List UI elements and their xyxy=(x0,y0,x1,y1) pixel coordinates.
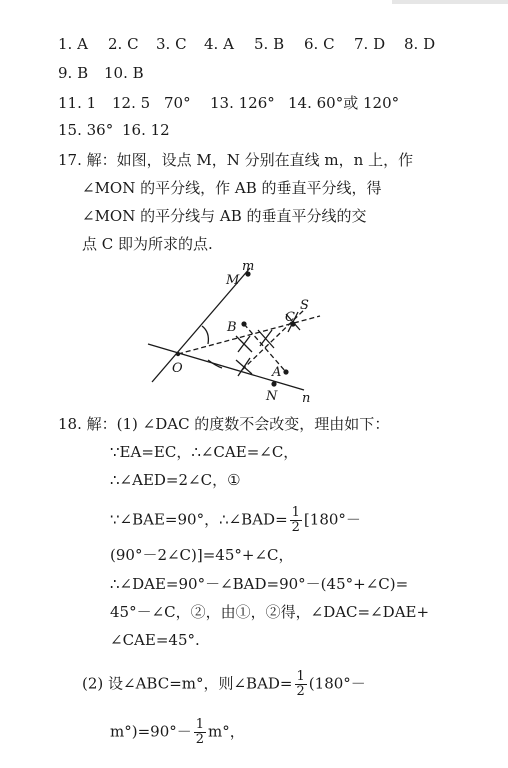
fraction-half xyxy=(290,506,302,535)
q18-line-1: 18. 解：(1) ∠DAC 的度数不会改变，理由如下： xyxy=(58,415,390,433)
answer-item: 11. 1 xyxy=(58,94,97,112)
q18-line-4-pre: ∵∠BAE=90°，∴∠BAD= xyxy=(110,510,288,529)
top-scroll-edge xyxy=(392,0,508,4)
label-m-line: m xyxy=(242,259,255,274)
q18-line-4 xyxy=(110,506,361,535)
answer-item: 10. B xyxy=(104,64,144,82)
q18-line-2: ∵EA=EC，∴∠CAE=∠C， xyxy=(110,443,299,461)
answers-row-1 xyxy=(58,34,478,54)
answers-row-2 xyxy=(58,63,258,83)
answer-item: 6. C xyxy=(304,35,335,53)
q18-line-6: ∴∠DAE=90°－∠BAD=90°－(45°+∠C)= xyxy=(110,575,409,593)
answer-item: 14. 60°或 120° xyxy=(288,94,400,112)
point-b xyxy=(241,321,246,326)
q18-line-9-pre: (2) 设∠ABC=m°，则∠BAD= xyxy=(82,674,293,693)
answer-item: 5. B xyxy=(254,35,285,53)
fraction-numerator: 1 xyxy=(291,505,300,520)
point-a xyxy=(283,369,288,374)
q18-line-8: ∠CAE=45°. xyxy=(110,631,200,649)
label-c: C xyxy=(285,310,295,325)
q17-line-4: 点 C 即为所求的点. xyxy=(82,235,213,253)
q18-line-5: (90°－2∠C)]=45°+∠C， xyxy=(110,546,294,564)
q18-line-10-post: m°， xyxy=(208,722,245,741)
fraction-numerator: 1 xyxy=(296,669,305,684)
answer-item: 7. D xyxy=(354,35,386,53)
q18-line-9-post: (180°－ xyxy=(308,674,366,693)
answer-item: 12. 5 xyxy=(112,94,151,112)
answer-item: 8. D xyxy=(404,35,436,53)
answers-row-4 xyxy=(58,120,258,140)
q18-line-4-post: [180°－ xyxy=(303,510,361,529)
fraction-half xyxy=(194,718,206,747)
q18-line-7: 45°－∠C，②，由①，②得，∠DAC=∠DAE+ xyxy=(110,603,430,621)
label-a: A xyxy=(272,365,282,380)
answer-item: 2. C xyxy=(108,35,139,53)
answer-item: 4. A xyxy=(204,35,234,53)
angle-arc-lower xyxy=(208,360,222,368)
answer-item: 15. 36° xyxy=(58,121,114,139)
q18-line-3: ∴∠AED=2∠C，① xyxy=(110,471,241,489)
point-o xyxy=(176,352,180,356)
answer-item: 9. B xyxy=(58,64,89,82)
label-s: S xyxy=(300,298,309,313)
q18-line-9 xyxy=(82,670,366,699)
fraction-numerator: 1 xyxy=(195,717,205,732)
fraction-denominator: 2 xyxy=(291,520,300,535)
answer-item: 1. A xyxy=(58,35,88,53)
label-o: O xyxy=(172,361,183,376)
q17-line-2: ∠MON 的平分线，作 AB 的垂直平分线，得 xyxy=(82,179,382,197)
answer-item: 70° xyxy=(164,94,191,112)
q17-line-3: ∠MON 的平分线与 AB 的垂直平分线的交 xyxy=(82,207,367,225)
q17-line-1: 17. 解：如图，设点 M，N 分别在直线 m，n 上，作 xyxy=(58,151,414,169)
label-m-point: M xyxy=(226,273,240,288)
answer-item: 16. 12 xyxy=(122,121,170,139)
answer-item: 3. C xyxy=(156,35,187,53)
q18-line-10 xyxy=(110,718,245,747)
answer-item: 13. 126° xyxy=(210,94,275,112)
construction-mark xyxy=(236,336,252,352)
label-b: B xyxy=(227,320,237,335)
point-n xyxy=(271,381,276,386)
answers-row-3 xyxy=(58,93,478,113)
label-n-line: n xyxy=(302,391,311,406)
angle-bisector-figure xyxy=(140,258,340,408)
construction-mark xyxy=(258,330,274,348)
angle-arc-upper xyxy=(202,326,208,344)
label-n-point: N xyxy=(266,389,278,404)
q18-line-10-pre: m°)=90°－ xyxy=(110,722,192,741)
fraction-denominator: 2 xyxy=(195,732,205,747)
perpendicular-bisector-line xyxy=(242,308,306,370)
fraction-half xyxy=(295,670,307,699)
fraction-denominator: 2 xyxy=(296,684,305,699)
